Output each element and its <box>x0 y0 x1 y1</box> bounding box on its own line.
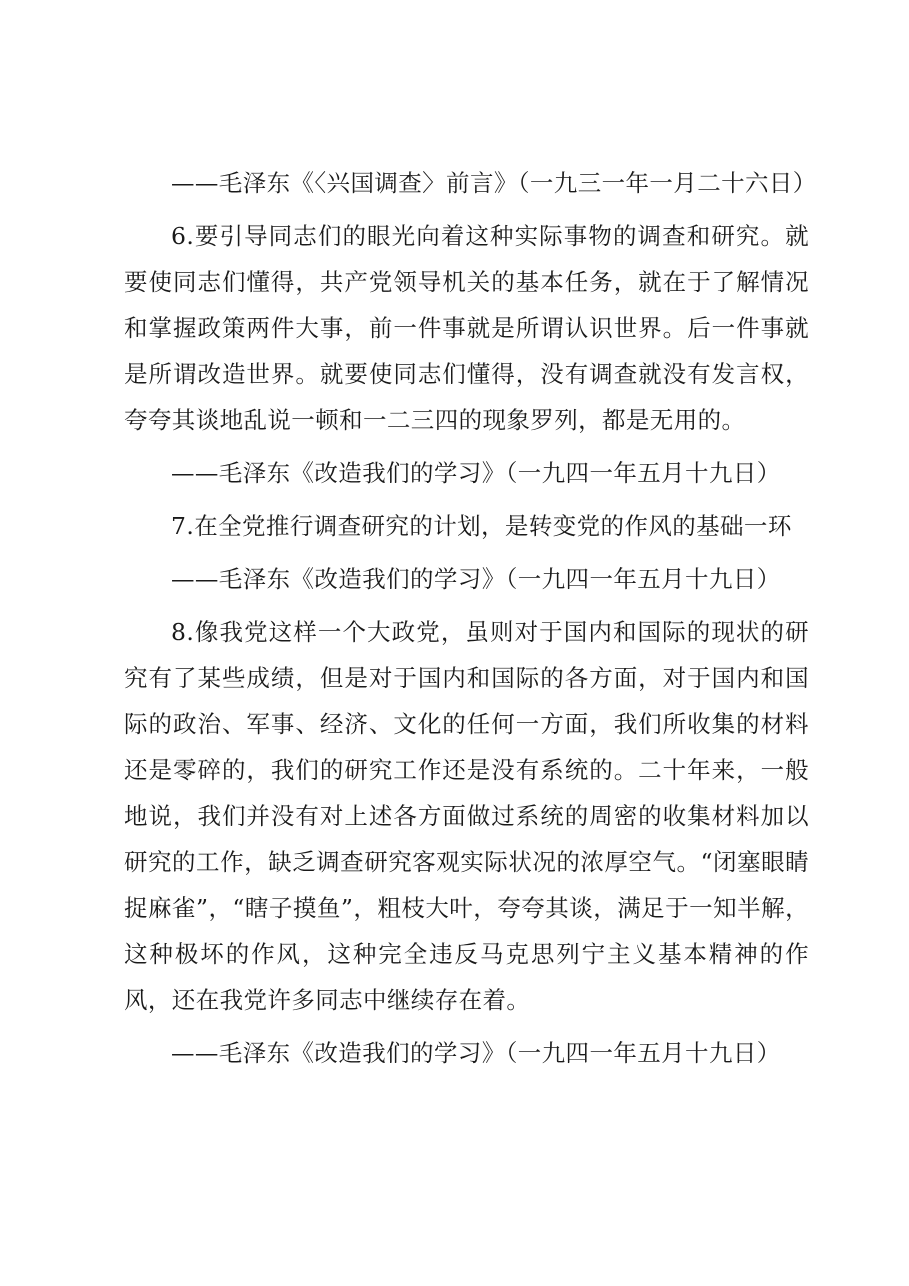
paragraph-7: 7.在全党推行调查研究的计划，是转变党的作风的基础一环 <box>171 512 792 540</box>
citation-xingguo-preface: ——毛泽东《〈兴国调查〉前言》（一九三一年一月二十六日） <box>171 169 817 197</box>
paragraph-8: 8.像我党这样一个大政党，虽则对于国内和国际的现状的研究有了某些成绩，但是对于国内和国际的各方面，对于国内和国际的政治、军事、经济、文化的任何一方面，我们所收集的材料还是零碎的，我们的研究工作还是没有系统的。二十年来，一般地说，我们并没有对上述各方面做过系统的周密的收集材料加以研究的工作，缺乏调查研究客观实际状况的浓厚空气。“闭塞眼睛捉麻雀”，“瞎子摸鱼”，粗枝大叶，夸夸其谈，满足于一知半解，这种极坏的作风，这种完全违反马克思列宁主义基本精神的作风，还在我党许多同志中继续存在着。 <box>124 618 809 1014</box>
document-page <box>124 160 817 1083</box>
citation-reform-study-3: ——毛泽东《改造我们的学习》（一九四一年五月十九日） <box>171 1039 781 1067</box>
citation-reform-study-2: ——毛泽东《改造我们的学习》（一九四一年五月十九日） <box>171 565 781 593</box>
paragraph-6: 6.要引导同志们的眼光向着这种实际事物的调查和研究。就要使同志们懂得，共产党领导机关的基本任务，就在于了解情况和掌握政策两件大事，前一件事就是所谓认识世界。后一件事就是所谓改造世界。就要使同志们懂得，没有调查就没有发言权，夸夸其谈地乱说一顿和一二三四的现象罗列，都是无用的。 <box>124 222 809 434</box>
citation-reform-study-1: ——毛泽东《改造我们的学习》（一九四一年五月十九日） <box>171 459 781 487</box>
